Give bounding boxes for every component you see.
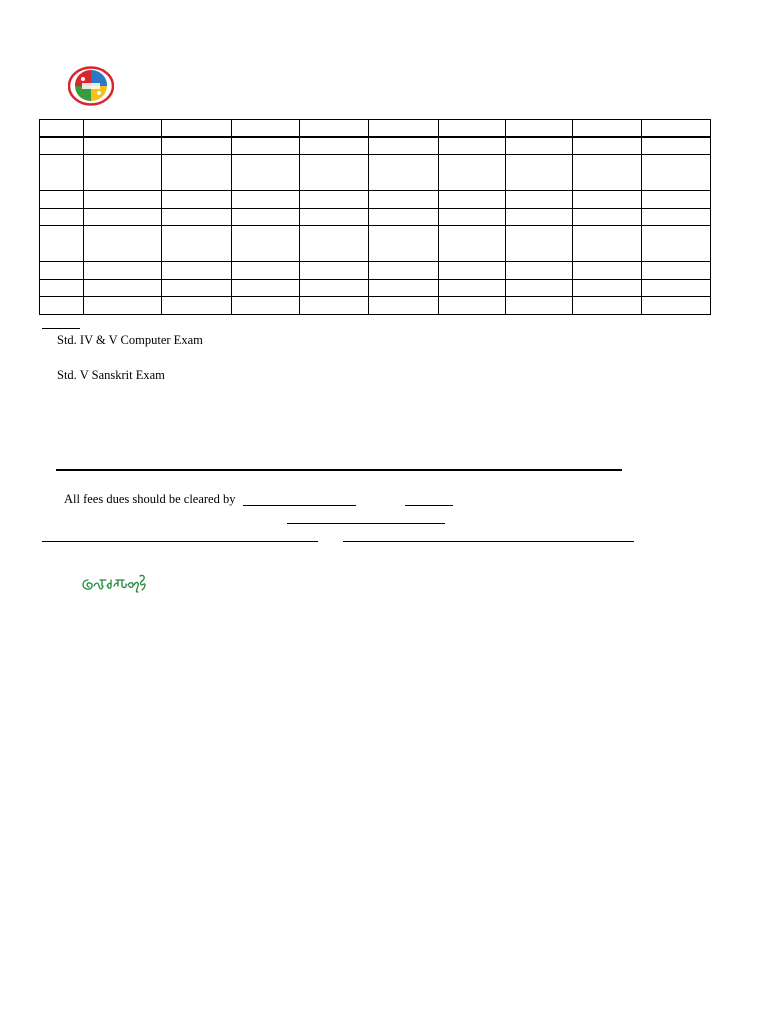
table-cell	[506, 155, 573, 190]
table-cell	[642, 297, 711, 315]
table-cell	[506, 137, 573, 155]
table-cell	[369, 190, 439, 208]
table-cell	[642, 279, 711, 297]
table-cell	[232, 137, 300, 155]
table-cell	[84, 208, 162, 226]
table-cell	[439, 279, 506, 297]
table-cell	[162, 155, 232, 190]
table-row	[40, 261, 711, 279]
table-cell	[162, 261, 232, 279]
table-cell	[369, 155, 439, 190]
table-row	[40, 226, 711, 261]
table-cell	[439, 297, 506, 315]
table-cell	[232, 208, 300, 226]
table-cell	[300, 279, 369, 297]
short-rule	[42, 328, 80, 329]
table-cell	[369, 279, 439, 297]
table-cell	[573, 155, 642, 190]
table-cell	[300, 226, 369, 261]
table-cell	[573, 137, 642, 155]
table-cell	[40, 137, 84, 155]
table-cell	[162, 297, 232, 315]
table-cell	[84, 155, 162, 190]
table-cell	[506, 261, 573, 279]
middle-blank	[287, 523, 445, 524]
table-cell	[84, 279, 162, 297]
separator-line	[56, 469, 622, 471]
table-cell	[232, 120, 300, 138]
table-cell	[40, 279, 84, 297]
table-cell	[439, 208, 506, 226]
table-cell	[232, 155, 300, 190]
table-cell	[40, 208, 84, 226]
table-cell	[506, 297, 573, 315]
table-cell	[573, 226, 642, 261]
table-cell	[642, 226, 711, 261]
table-cell	[232, 190, 300, 208]
fees-notice: All fees dues should be cleared by	[64, 492, 236, 506]
table-cell	[369, 261, 439, 279]
right-signature-line	[343, 541, 634, 542]
table-cell	[439, 120, 506, 138]
table-cell	[84, 190, 162, 208]
table-cell	[162, 279, 232, 297]
table-cell	[506, 226, 573, 261]
table-cell	[642, 120, 711, 138]
table-row	[40, 155, 711, 190]
table-cell	[162, 226, 232, 261]
fees-extra-blank	[405, 505, 453, 506]
table-cell	[300, 137, 369, 155]
table-cell	[40, 226, 84, 261]
table-cell	[439, 137, 506, 155]
table-cell	[40, 120, 84, 138]
table-cell	[573, 261, 642, 279]
fees-date-blank	[243, 505, 356, 506]
table-cell	[506, 190, 573, 208]
left-signature-line	[42, 541, 318, 542]
table-row	[40, 279, 711, 297]
table-cell	[300, 297, 369, 315]
table-cell	[573, 120, 642, 138]
table-row	[40, 120, 711, 138]
table-cell	[162, 190, 232, 208]
table-cell	[642, 208, 711, 226]
table-cell	[439, 226, 506, 261]
table-cell	[439, 190, 506, 208]
table-cell	[162, 137, 232, 155]
table-cell	[40, 155, 84, 190]
table-cell	[84, 297, 162, 315]
table-cell	[40, 297, 84, 315]
table-cell	[84, 261, 162, 279]
table-cell	[40, 190, 84, 208]
table-cell	[573, 297, 642, 315]
table-cell	[369, 208, 439, 226]
table-cell	[573, 279, 642, 297]
table-cell	[232, 279, 300, 297]
table-cell	[642, 137, 711, 155]
table-cell	[84, 226, 162, 261]
table-cell	[369, 297, 439, 315]
table-cell	[300, 208, 369, 226]
sanskrit-exam-note: Std. V Sanskrit Exam	[57, 368, 165, 382]
table-row	[40, 208, 711, 226]
table-cell	[232, 226, 300, 261]
table-cell	[300, 120, 369, 138]
table-cell	[439, 261, 506, 279]
table-row	[40, 190, 711, 208]
table-cell	[369, 137, 439, 155]
table-cell	[642, 261, 711, 279]
table-cell	[369, 120, 439, 138]
school-logo	[68, 66, 114, 106]
table-cell	[300, 155, 369, 190]
table-cell	[573, 208, 642, 226]
table-cell	[40, 261, 84, 279]
table-cell	[573, 190, 642, 208]
table-cell	[232, 261, 300, 279]
table-cell	[300, 261, 369, 279]
table-cell	[642, 190, 711, 208]
table-row	[40, 137, 711, 155]
table-cell	[506, 208, 573, 226]
table-cell	[232, 297, 300, 315]
table-cell	[84, 120, 162, 138]
table-cell	[506, 120, 573, 138]
table-cell	[300, 190, 369, 208]
computer-exam-note: Std. IV & V Computer Exam	[57, 333, 203, 347]
timetable-grid	[39, 119, 711, 315]
table-cell	[439, 155, 506, 190]
table-cell	[162, 120, 232, 138]
table-cell	[162, 208, 232, 226]
table-cell	[506, 279, 573, 297]
handwritten-signature	[78, 572, 164, 598]
table-cell	[642, 155, 711, 190]
table-cell	[369, 226, 439, 261]
table-row	[40, 297, 711, 315]
table-cell	[84, 137, 162, 155]
